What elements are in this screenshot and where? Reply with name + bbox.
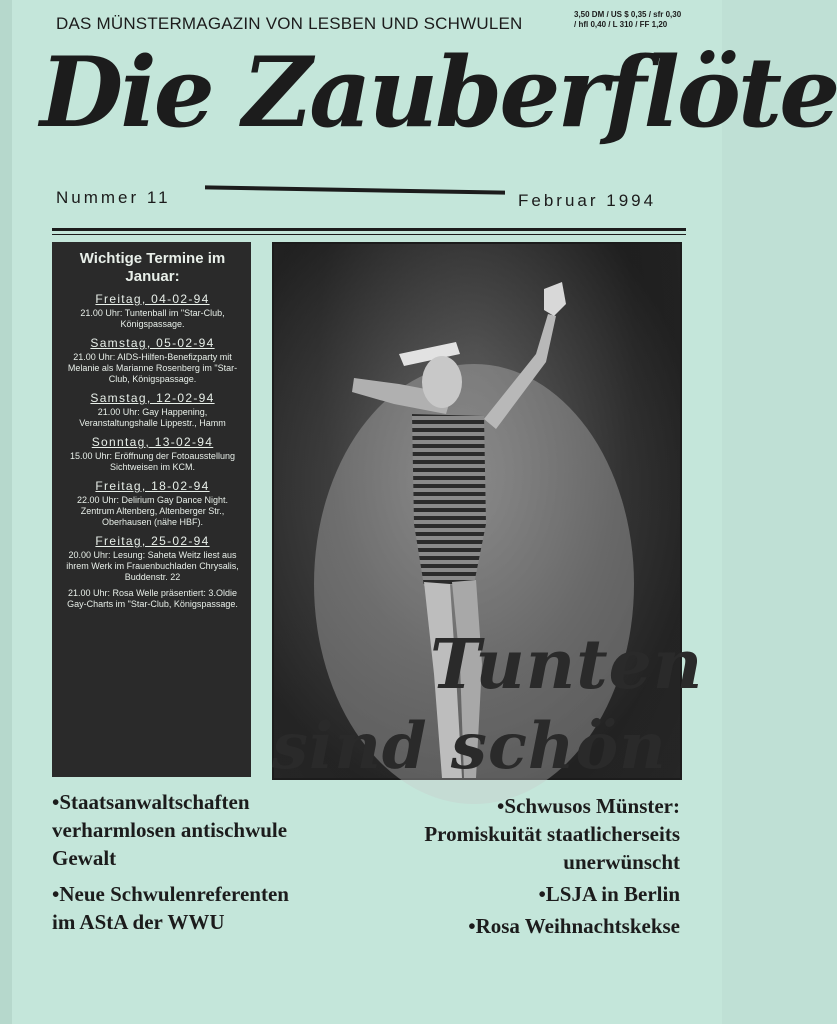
event-day: Samstag, 05-02-94 xyxy=(90,336,215,350)
story-headline: Promiskuität staatlicherseits xyxy=(424,822,680,846)
event-entry: 21.00 Uhr: Tuntenball im "Star-Club, Königspassage. xyxy=(80,308,225,329)
issue-date: Februar 1994 xyxy=(518,191,657,210)
event-day: Freitag, 25-02-94 xyxy=(95,534,210,548)
header-rule-thin xyxy=(52,234,686,235)
event-day: Freitag, 18-02-94 xyxy=(95,479,210,493)
event-day: Samstag, 12-02-94 xyxy=(90,391,215,405)
story-headline: im AStA der WWU xyxy=(52,910,225,934)
cover-tagline: DAS MÜNSTERMAGAZIN VON LESBEN UND SCHWULEN xyxy=(56,14,523,33)
story-headline: •Staatsanwaltschaften xyxy=(52,790,250,814)
header-rule xyxy=(52,228,686,231)
event-day: Freitag, 04-02-94 xyxy=(95,292,210,306)
events-box xyxy=(52,242,251,777)
feature-headline-line1: Tunten xyxy=(430,625,704,705)
feature-headline-line2: sind schön xyxy=(272,709,667,784)
events-title: Wichtige Termine im Januar: xyxy=(79,250,226,285)
issue-number: Nummer 11 xyxy=(56,188,171,207)
story-headline: Gewalt xyxy=(52,846,117,870)
event-entry: 21.00 Uhr: Rosa Welle präsentiert: 3.Oldie Gay-Charts im "Star-Club, Königspassage. xyxy=(67,588,238,609)
story-headline: •Neue Schwulenreferenten xyxy=(52,882,289,906)
event-day: Sonntag, 13-02-94 xyxy=(91,435,214,449)
masthead-title: Die Zauberflöte xyxy=(40,36,837,149)
event-entry: 21.00 Uhr: AIDS-Hilfen-Benefizparty mit Melanie als Marianne Rosenberg im "Star-Club, Königspassage. xyxy=(67,352,238,384)
story-headline: •Schwusos Münster: xyxy=(497,794,680,818)
event-entry: 21.00 Uhr: Gay Happening, Veranstaltungshalle Lippestr., Hamm xyxy=(79,407,226,428)
event-entry: 20.00 Uhr: Lesung: Saheta Weitz liest aus ihrem Werk im Frauenbuchladen Chrysalis, Buddenstr. 22 xyxy=(66,550,239,582)
event-entry: 22.00 Uhr: Delirium Gay Dance Night. Zentrum Altenberg, Altenberger Str., Oberhausen (nähe HBF). xyxy=(76,495,229,527)
price-list xyxy=(574,10,699,30)
story-headline: •Rosa Weihnachtskekse xyxy=(468,914,680,938)
story-headline: •LSJA in Berlin xyxy=(538,882,680,906)
price-line-1: 3,50 DM / US $ 0,35 / sfr 0,30 xyxy=(574,10,682,19)
story-headline: unerwünscht xyxy=(563,850,680,874)
story-headline: verharmlosen antischwule xyxy=(52,818,288,842)
price-line-2: / hfl 0,40 / L 310 / FF 1,20 xyxy=(574,20,668,29)
event-entry: 15.00 Uhr: Eröffnung der Fotoausstellung Sichtweisen im KCM. xyxy=(70,451,235,472)
